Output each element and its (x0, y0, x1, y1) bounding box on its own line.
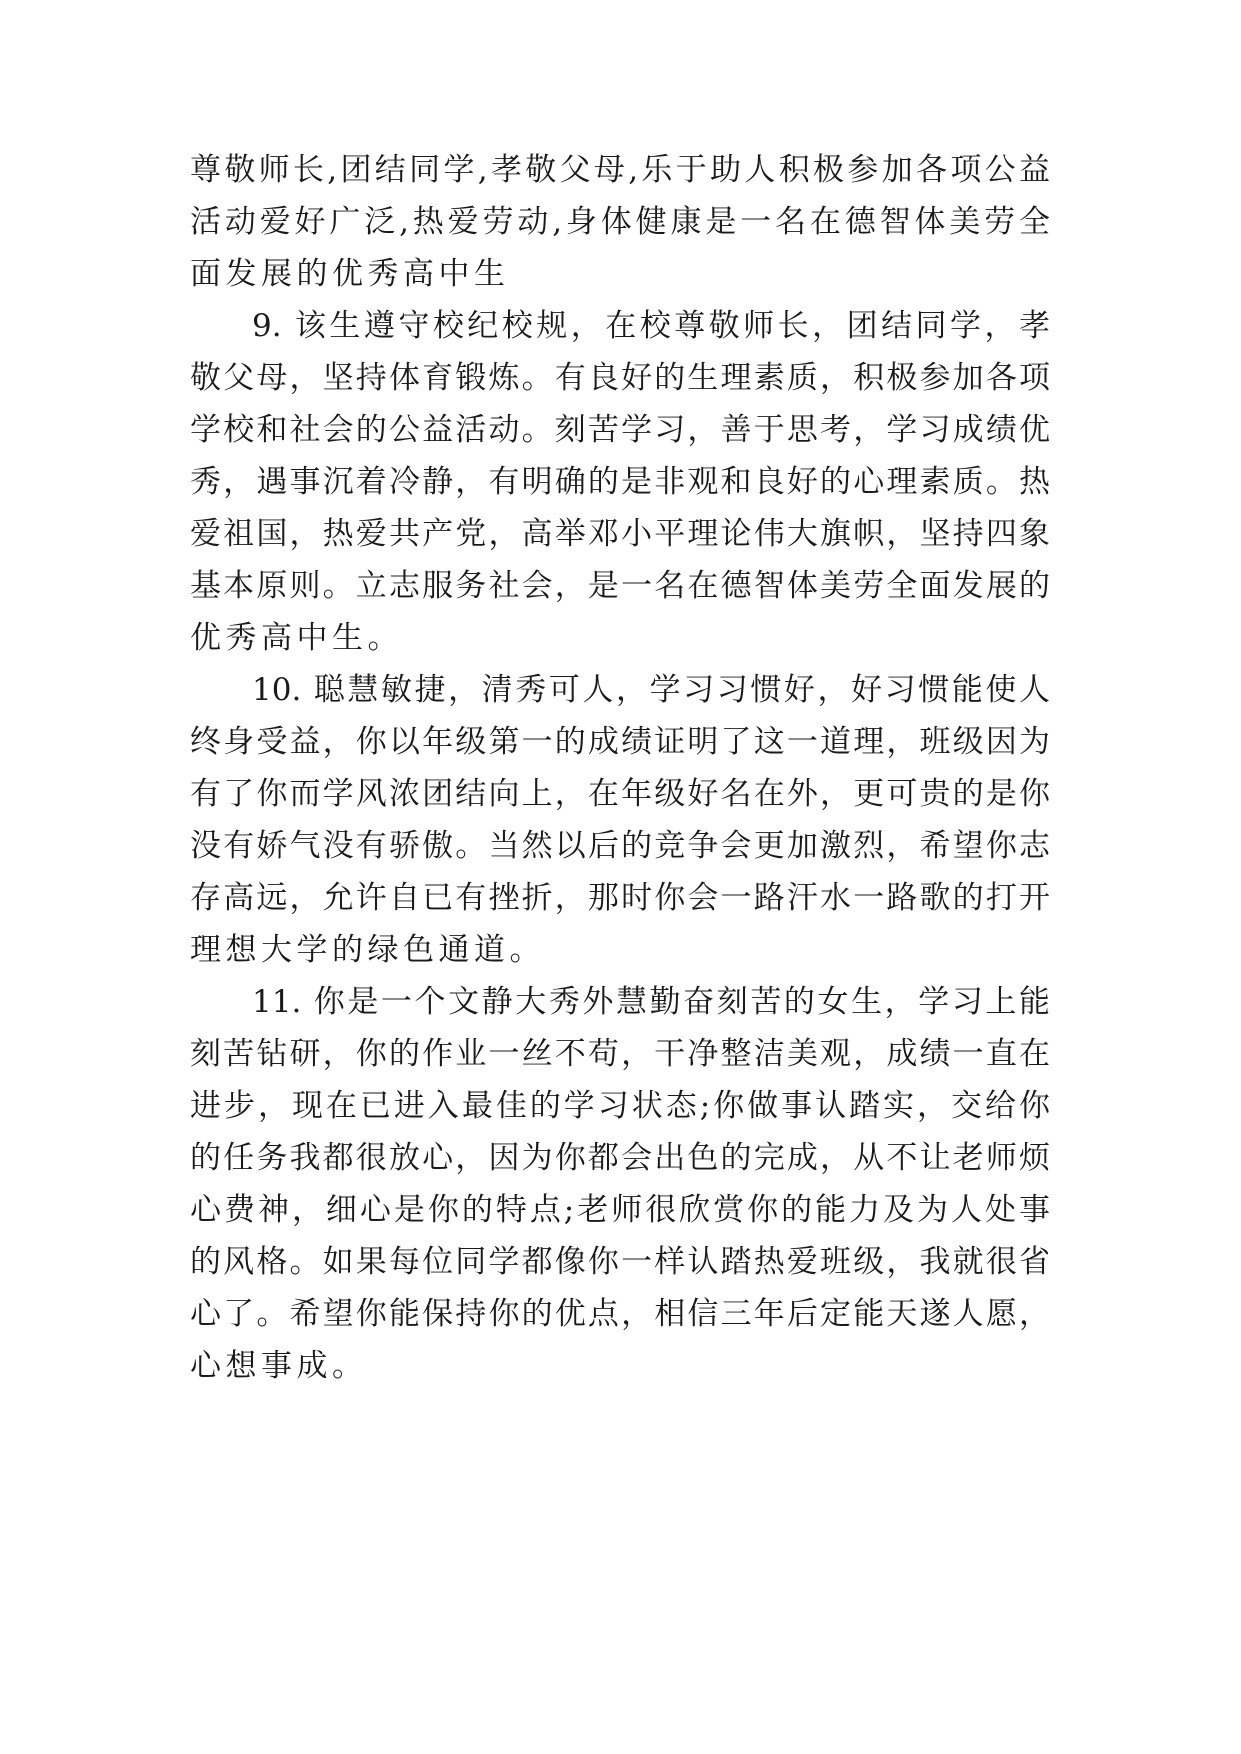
text-line: 学校和社会的公益活动。刻苦学习，善于思考，学习成绩优 (190, 412, 1050, 448)
text-line: 心费神，细心是你的特点;老师很欣赏你的能力及为人处事 (190, 1192, 1050, 1228)
text-line: 终身受益，你以年级第一的成绩证明了这一道理，班级因为 (190, 724, 1050, 760)
text-line: 爱祖国，热爱共产党，高举邓小平理论伟大旗帜，坚持四象 (190, 516, 1050, 552)
text-line: 的任务我都很放心，因为你都会出色的完成，从不让老师烦 (190, 1140, 1050, 1176)
text-line: 秀，遇事沉着冷静，有明确的是非观和良好的心理素质。热 (190, 464, 1050, 500)
paragraph-start-line: 9. 该生遵守校纪校规，在校尊敬师长，团结同学，孝 (252, 308, 1050, 344)
text-line: 理想大学的绿色通道。 (190, 932, 545, 968)
text-line: 基本原则。立志服务社会，是一名在德智体美劳全面发展的 (190, 568, 1050, 604)
text-line: 心了。希望你能保持你的优点，相信三年后定能天遂人愿， (190, 1296, 1050, 1332)
text-line: 优秀高中生。 (190, 620, 403, 656)
text-line: 存高远，允许自已有挫折，那时你会一路汗水一路歌的打开 (190, 880, 1050, 916)
text-line: 有了你而学风浓团结向上，在年级好名在外，更可贵的是你 (190, 776, 1050, 812)
paragraph-start-line: 10. 聪慧敏捷，清秀可人，学习习惯好，好习惯能使人 (252, 672, 1050, 708)
text-line: 没有娇气没有骄傲。当然以后的竞争会更加激烈，希望你志 (190, 828, 1050, 864)
text-line: 进步，现在已进入最佳的学习状态;你做事认踏实，交给你 (190, 1088, 1050, 1124)
text-line: 的风格。如果每位同学都像你一样认踏热爱班级，我就很省 (190, 1244, 1050, 1280)
text-line: 面发展的优秀高中生 (190, 256, 510, 292)
text-line: 心想事成。 (190, 1348, 368, 1384)
text-line: 尊敬师长,团结同学,孝敬父母,乐于助人积极参加各项公益 (190, 152, 1050, 188)
paragraph-start-line: 11. 你是一个文静大秀外慧勤奋刻苦的女生，学习上能 (252, 984, 1050, 1020)
text-line: 刻苦钻研，你的作业一丝不苟，干净整洁美观，成绩一直在 (190, 1036, 1050, 1072)
text-line: 敬父母，坚持体育锻炼。有良好的生理素质，积极参加各项 (190, 360, 1050, 396)
text-line: 活动爱好广泛,热爱劳动,身体健康是一名在德智体美劳全 (190, 204, 1050, 240)
